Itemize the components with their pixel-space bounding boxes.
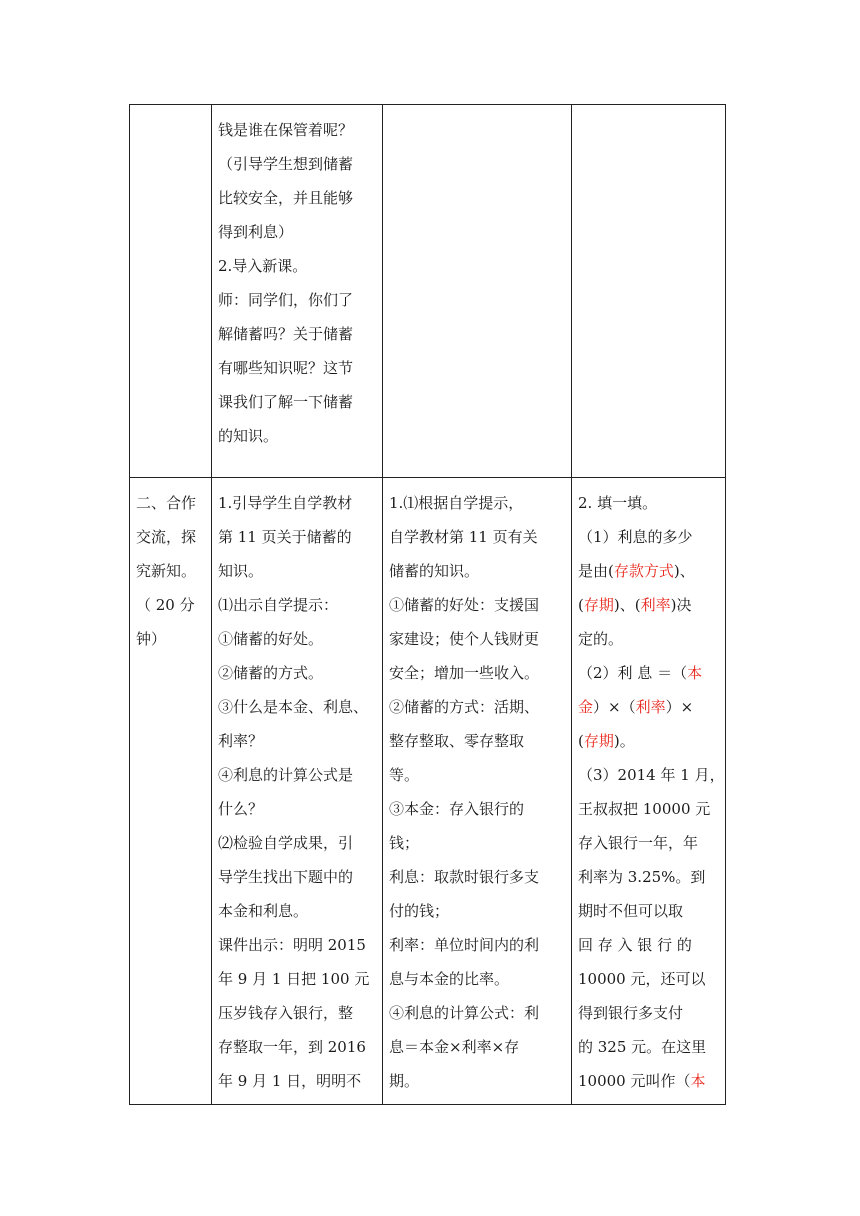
- table-row: [130, 478, 726, 1105]
- student-activity-cell: [383, 105, 572, 478]
- answer-text: 本: [690, 1072, 706, 1090]
- stage-cell: 二、合作 交流，探 究新知。 （ 20 分 钟）: [130, 478, 212, 1105]
- answer-text: 存款方式: [613, 562, 674, 580]
- answer-text: 存期: [583, 596, 614, 614]
- stage-cell: [130, 105, 212, 478]
- answer-text: 利率: [640, 596, 671, 614]
- teacher-activity-cell: 1.引导学生自学教材 第 11 页关于储蓄的 知识。 ⑴出示自学提示： ①储蓄的好处。 ②储蓄的方式。 ③什么是本金、利息、 利率？ ④利息的计算公式是 什么？ ⑵检验自学成果，引 导学生找出下题中的 本金和利息。 课件出示：明明 2015 年 9 月 1 日把 100 元 压岁钱存入银行，整 存整取一年，到 2016 年 9 月 1 日，明明不: [212, 478, 383, 1105]
- answer-text: 存期: [583, 732, 614, 750]
- answer-text: 金: [578, 698, 594, 716]
- table-row: [130, 105, 726, 478]
- exercise-cell: 2. 填一填。 （1）利息的多少 是由(存款方式)、 (存期)、(利率)决 定的。 （2）利 息 ＝（本 金）×（利率）× (存期)。 （3）2014 年 1 月， 王叔叔把 10000 元 存入银行一年，年 利率为 3.25%。到 期时不但可以取 回 存 入 银 行 的 10000 元，还可以 得到银行多支付 的 325 元。在这里 10000 元叫作（本: [572, 478, 726, 1105]
- student-activity-cell: 1.⑴根据自学提示， 自学教材第 11 页有关 储蓄的知识。 ①储蓄的好处：支援国 家建设；使个人钱财更 安全；增加一些收入。 ②储蓄的方式：活期、 整存整取、零存整取 等。 ③本金：存入银行的 钱； 利息：取款时银行多支 付的钱； 利率：单位时间内的利 息与本金的比率。 ④利息的计算公式：利 息＝本金×利率×存 期。: [383, 478, 572, 1105]
- exercise-cell: [572, 105, 726, 478]
- teacher-activity-cell: 钱是谁在保管着呢？ （引导学生想到储蓄 比较安全，并且能够 得到利息） 2.导入新课。 师：同学们，你们了 解储蓄吗？关于储蓄 有哪些知识呢？这节 课我们了解一下储蓄 的知识。: [212, 105, 383, 478]
- lesson-plan-table: [129, 104, 726, 1105]
- answer-text: 利率: [635, 698, 666, 716]
- answer-text: 本: [687, 664, 703, 682]
